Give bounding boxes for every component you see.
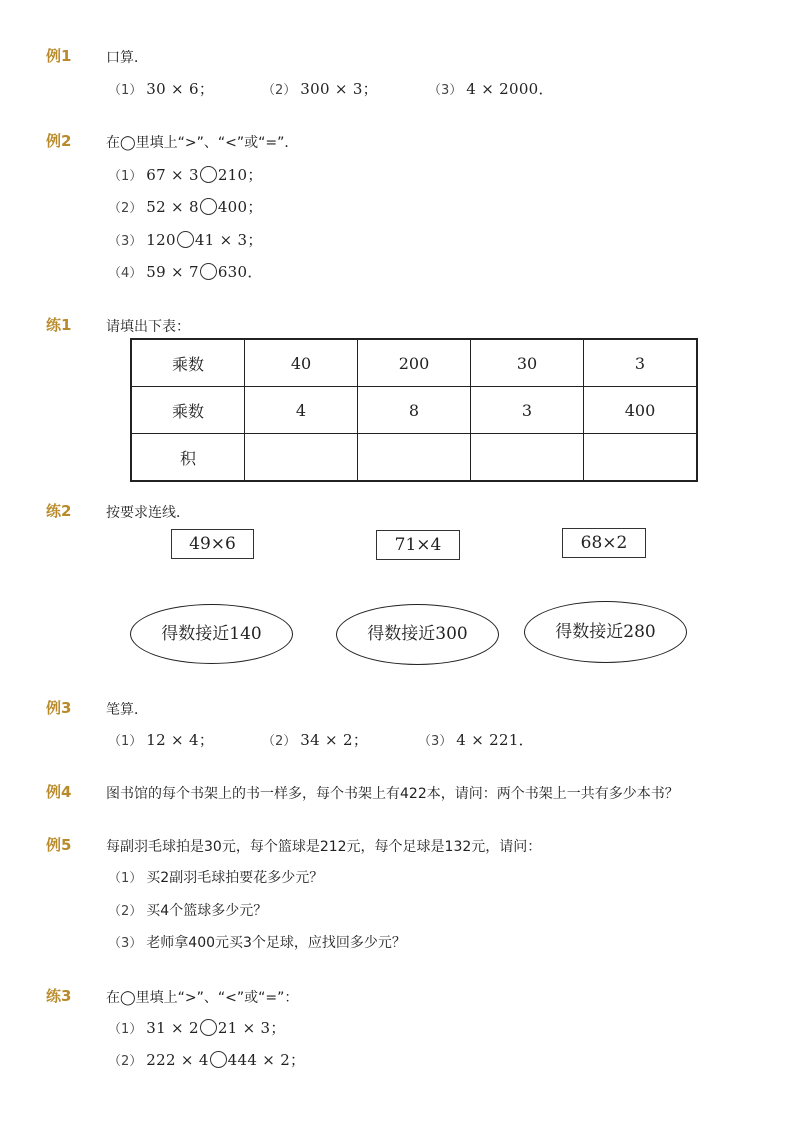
item-number: （3） (428, 83, 463, 98)
ex1-item-1 (108, 78, 214, 99)
answer-circle[interactable] (210, 1051, 227, 1068)
estimate-oval-2[interactable]: 得数接近300 (336, 604, 499, 665)
expression-left: 59 × 7 (146, 263, 199, 281)
table-row (131, 339, 697, 387)
item-number: （2） (108, 904, 143, 919)
expression-left: 67 × 3 (146, 166, 199, 184)
table-row (131, 387, 697, 434)
answer-cell[interactable] (471, 434, 584, 482)
answer-cell[interactable] (358, 434, 471, 482)
item-number: （2） (108, 1054, 143, 1069)
ex5-item-2 (108, 900, 267, 920)
ex2-item-4 (108, 261, 263, 282)
pr3-item-2 (108, 1049, 305, 1070)
question-text: 买2副羽毛球拍要花多少元？ (146, 870, 324, 886)
item-number: （3） (108, 936, 143, 951)
ex3-item-3 (418, 729, 534, 750)
item-number: （2） (262, 734, 297, 749)
expression-left: 222 × 4 (146, 1051, 209, 1069)
label-ex1: 例1 (46, 47, 72, 65)
estimate-oval-3[interactable]: 得数接近280 (524, 601, 687, 663)
expression: 4 × 221． (456, 731, 534, 749)
table-cell: 3 (471, 387, 584, 434)
ex1-item-2 (262, 78, 378, 99)
label-pr1: 练1 (46, 316, 72, 334)
expression-right: 21 × 3； (217, 1019, 286, 1037)
answer-circle[interactable] (200, 166, 217, 183)
item-number: （3） (108, 234, 143, 249)
table-row (131, 434, 697, 482)
row-header: 积 (131, 434, 245, 482)
expression: 30 × 6； (146, 80, 215, 98)
expression-right: 444 × 2； (227, 1051, 306, 1069)
row-header: 乘数 (131, 387, 245, 434)
pr3-prompt: 在◯里填上“>”、“<”或“=”： (106, 990, 299, 1006)
answer-cell[interactable] (584, 434, 698, 482)
ex1-item-3 (428, 78, 554, 99)
table-cell: 4 (245, 387, 358, 434)
label-pr2: 练2 (46, 502, 72, 520)
ex5-prompt: 每副羽毛球拍是30元，每个篮球是212元，每个足球是132元，请问： (106, 839, 542, 855)
label-ex4: 例4 (46, 783, 72, 801)
item-number: （3） (418, 734, 453, 749)
item-number: （1） (108, 871, 143, 886)
ex5-item-1 (108, 867, 323, 887)
expression: 34 × 2； (300, 731, 369, 749)
label-ex5: 例5 (46, 836, 72, 854)
ex5-item-3 (108, 932, 406, 952)
table-cell: 40 (245, 339, 358, 387)
item-number: （1） (108, 1022, 143, 1037)
row-header: 乘数 (131, 339, 245, 387)
table-cell: 3 (584, 339, 698, 387)
expression-right: 210； (217, 166, 263, 184)
answer-cell[interactable] (245, 434, 358, 482)
answer-circle[interactable] (200, 1019, 217, 1036)
pr1-prompt: 请填出下表： (106, 319, 190, 335)
table-cell: 30 (471, 339, 584, 387)
expression-box-2[interactable]: 71×4 (376, 530, 460, 560)
answer-circle[interactable] (200, 263, 217, 280)
expression-left: 120 (146, 231, 176, 249)
ex2-item-1 (108, 164, 263, 185)
table-cell: 200 (358, 339, 471, 387)
expression-box-1[interactable]: 49×6 (171, 529, 254, 559)
expression-left: 52 × 8 (146, 198, 199, 216)
question-text: 老师拿400元买3个足球，应找回多少元？ (146, 935, 406, 951)
ex2-item-3 (108, 229, 263, 250)
item-number: （4） (108, 266, 143, 281)
multiplication-table (130, 338, 698, 482)
expression: 4 × 2000． (466, 80, 554, 98)
expression: 300 × 3； (300, 80, 378, 98)
ex2-prompt: 在◯里填上“>”、“<”或“=”． (106, 135, 299, 151)
item-number: （1） (108, 734, 143, 749)
ex3-item-2 (262, 729, 368, 750)
ex1-prompt: 口算． (106, 50, 148, 66)
answer-circle[interactable] (200, 198, 217, 215)
table-cell: 8 (358, 387, 471, 434)
expression: 12 × 4； (146, 731, 215, 749)
expression-right: 630． (217, 263, 263, 281)
item-number: （1） (108, 83, 143, 98)
pr3-item-1 (108, 1017, 286, 1038)
label-ex2: 例2 (46, 132, 72, 150)
answer-circle[interactable] (177, 231, 194, 248)
ex3-prompt: 笔算． (106, 702, 148, 718)
table-cell: 400 (584, 387, 698, 434)
ex4-prompt: 图书馆的每个书架上的书一样多，每个书架上有422本，请问：两个书架上一共有多少本书？ (106, 786, 679, 802)
label-ex3: 例3 (46, 699, 72, 717)
ex2-item-2 (108, 196, 263, 217)
pr2-prompt: 按要求连线． (106, 505, 190, 521)
expression-box-3[interactable]: 68×2 (562, 528, 646, 558)
item-number: （2） (108, 201, 143, 216)
expression-left: 31 × 2 (146, 1019, 199, 1037)
item-number: （1） (108, 169, 143, 184)
question-text: 买4个篮球多少元？ (146, 903, 268, 919)
expression-right: 400； (217, 198, 263, 216)
label-pr3: 练3 (46, 987, 72, 1005)
ex3-item-1 (108, 729, 214, 750)
item-number: （2） (262, 83, 297, 98)
estimate-oval-1[interactable]: 得数接近140 (130, 604, 293, 664)
expression-right: 41 × 3； (194, 231, 263, 249)
